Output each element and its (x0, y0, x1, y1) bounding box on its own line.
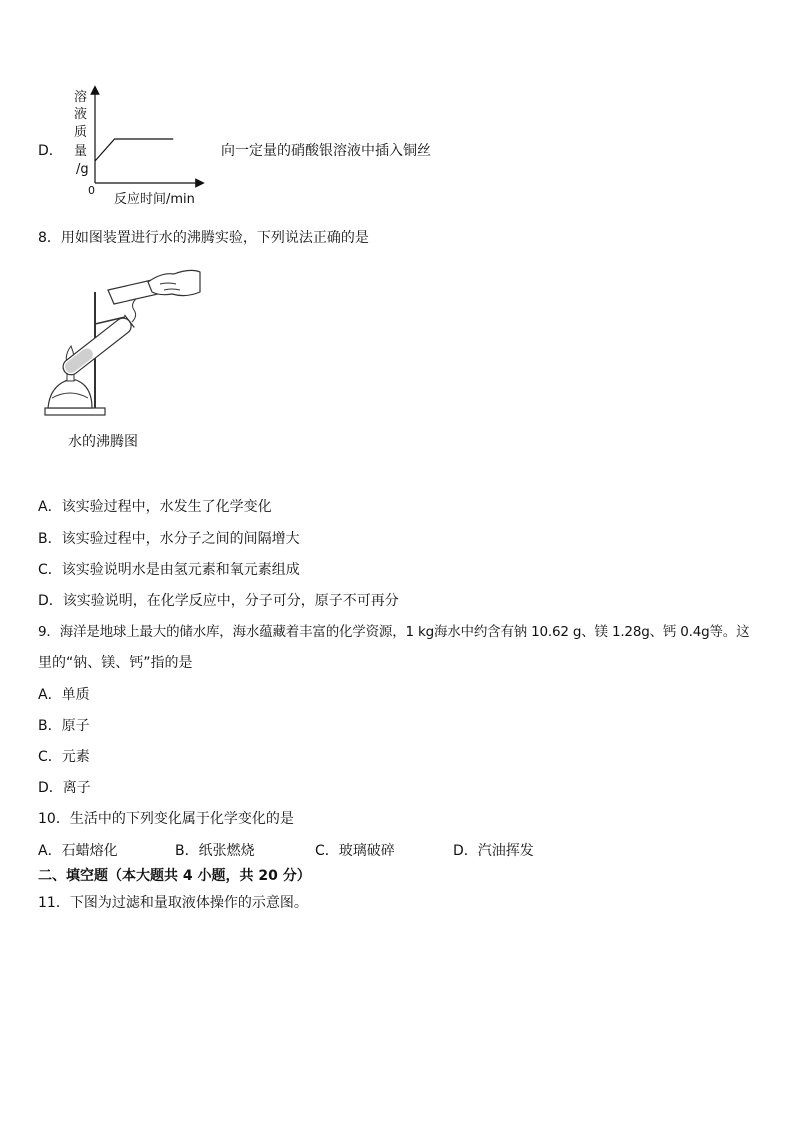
q9-option-c: C．元素 (38, 749, 90, 765)
q8-option-d: D．该实验说明，在化学反应中，分子可分，原子不可再分 (38, 593, 399, 609)
chart-origin-label: 0 (88, 184, 95, 197)
q8-option-b: B．该实验过程中，水分子之间的间隔增大 (38, 531, 300, 547)
q9-stem-line2: 里的“钠、镁、钙”指的是 (38, 655, 193, 671)
boiling-apparatus-figure (40, 262, 200, 422)
q9-option-a: A．单质 (38, 687, 90, 703)
chart-ylabel-char: 质 (74, 125, 88, 140)
section2-heading: 二、填空题（本大题共 4 小题，共 20 分） (38, 868, 311, 884)
chart-ylabel-char: 量 (74, 144, 88, 159)
chart-ylabel-char: 溶 (74, 90, 88, 105)
q8-option-a: A．该实验过程中，水发生了化学变化 (38, 499, 272, 515)
q8-figure-caption: 水的沸腾图 (68, 434, 138, 450)
q10-stem: 10．生活中的下列变化属于化学变化的是 (38, 811, 294, 827)
q9-option-b: B．原子 (38, 718, 90, 734)
chart-xlabel: 反应时间/min (114, 192, 195, 207)
q10-option-d: D．汽油挥发 (453, 843, 534, 859)
q11-stem: 11．下图为过滤和量取液体操作的示意图。 (38, 895, 308, 911)
q9-stem-line1: 9．海洋是地球上最大的储水库，海水蕴藏着丰富的化学资源，1 kg海水中约含有钠 10.62 g、镁 1.28g、钙 0.4g等。这 (38, 624, 750, 640)
chart-series-line (95, 139, 173, 161)
q10-option-b: B．纸张燃烧 (175, 843, 255, 859)
q10-option-c: C．玻璃破碎 (315, 843, 395, 859)
q10-option-a: A．石蜡熔化 (38, 843, 118, 859)
q8-stem: 8．用如图装置进行水的沸腾实验，下列说法正确的是 (38, 230, 369, 246)
chart-ylabel-char: 液 (74, 107, 88, 122)
q8-option-c: C．该实验说明水是由氢元素和氧元素组成 (38, 562, 300, 578)
q7-option-d-description: 向一定量的硝酸银溶液中插入铜丝 (221, 143, 431, 159)
q7-option-d-label: D． (38, 143, 63, 159)
chart-ylabel-unit: /g (76, 162, 89, 177)
q9-option-d: D．离子 (38, 780, 91, 796)
